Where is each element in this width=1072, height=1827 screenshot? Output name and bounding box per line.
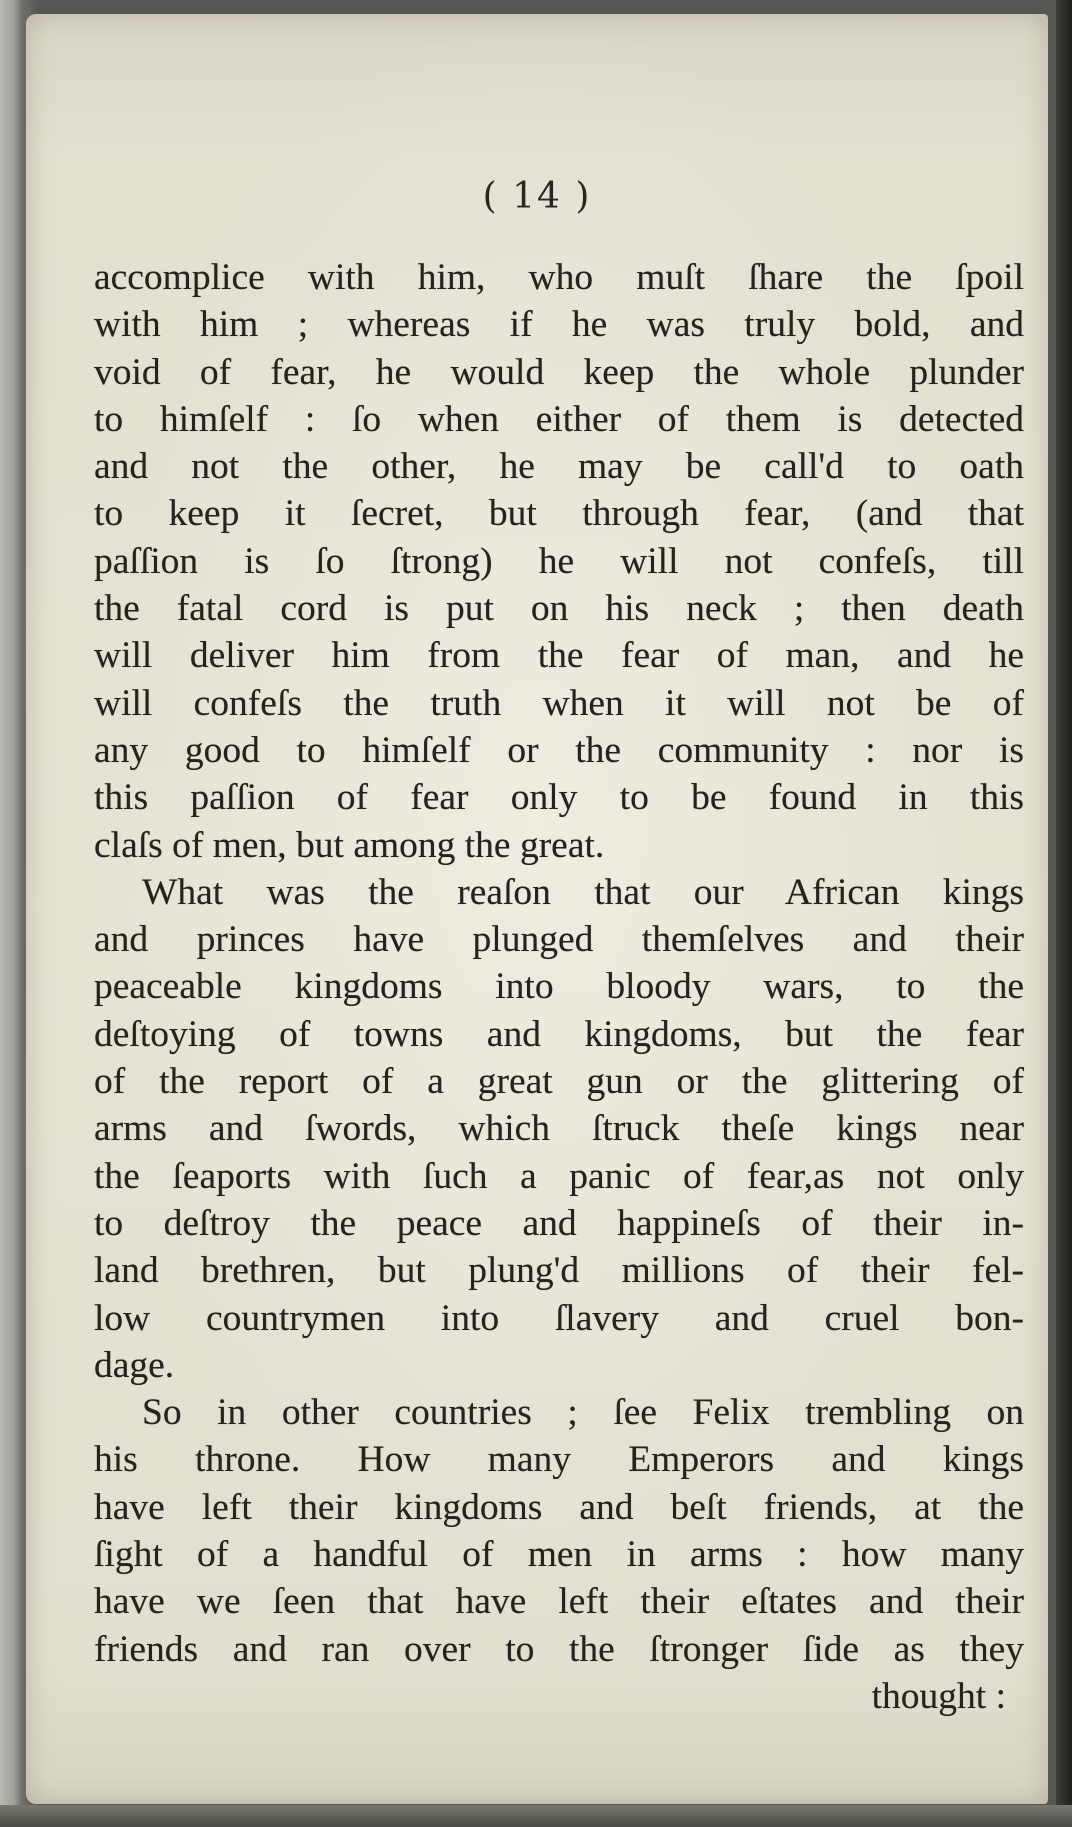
text-line: land brethren, but plung'd millions of their fel- bbox=[94, 1250, 1024, 1292]
text-line: to keep it ſecret, but through fear, (and that bbox=[94, 493, 1024, 535]
text-line: the fatal cord is put on his neck ; then death bbox=[94, 588, 1024, 630]
paper-leaf bbox=[26, 14, 1048, 1804]
text-line: ſight of a handful of men in arms : how many bbox=[94, 1534, 1024, 1576]
text-line: deſtoying of towns and kingdoms, but the fear bbox=[94, 1013, 1024, 1055]
text-line: peaceable kingdoms into bloody wars, to the bbox=[94, 966, 1024, 1008]
text-line: arms and ſwords, which ſtruck theſe kings near bbox=[94, 1108, 1024, 1150]
text-line: and princes have plunged themſelves and their bbox=[94, 919, 1024, 961]
text-line: low countrymen into ſlavery and cruel bon- bbox=[94, 1297, 1024, 1339]
body-text bbox=[94, 254, 1024, 1720]
text-line: have we ſeen that have left their eſtates and their bbox=[94, 1581, 1024, 1623]
text-line: paſſion is ſo ſtrong) he will not confeſs, till bbox=[94, 540, 1024, 582]
text-line: the ſeaports with ſuch a panic of fear,as not only bbox=[94, 1155, 1024, 1197]
scan-bottom-edge bbox=[0, 1805, 1072, 1827]
text-line: will deliver him from the fear of man, and he bbox=[94, 635, 1024, 677]
text-line: have left their kingdoms and beſt friends, at the bbox=[94, 1486, 1024, 1528]
catchword: thought : bbox=[871, 1675, 1006, 1717]
page-number: ( 14 ) bbox=[482, 176, 592, 217]
text-line: with him ; whereas if he was truly bold, and bbox=[94, 304, 1024, 346]
text-line: claſs of men, but among the great. bbox=[94, 824, 605, 866]
text-line: and not the other, he may be call'd to oath bbox=[94, 446, 1024, 488]
text-line: this paſſion of fear only to be found in this bbox=[94, 777, 1024, 819]
text-line: void of fear, he would keep the whole plunder bbox=[94, 351, 1024, 393]
paragraph-start-line: So in other countries ; ſee Felix trembling on bbox=[142, 1392, 1024, 1434]
text-line: friends and ran over to the ſtronger ſide as they bbox=[94, 1628, 1024, 1670]
paragraph-start-line: What was the reaſon that our African kings bbox=[142, 871, 1024, 913]
text-line: accomplice with him, who muſt ſhare the ſpoil bbox=[94, 257, 1024, 298]
text-line: his throne. How many Emperors and kings bbox=[94, 1439, 1024, 1481]
text-line: of the report of a great gun or the glittering of bbox=[94, 1061, 1024, 1103]
text-line: to deſtroy the peace and happineſs of their in- bbox=[94, 1202, 1024, 1244]
text-line: dage. bbox=[94, 1344, 175, 1386]
text-line: will confeſs the truth when it will not be of bbox=[94, 682, 1024, 724]
text-line: any good to himſelf or the community : nor is bbox=[94, 729, 1024, 771]
book-spine-shadow bbox=[1056, 0, 1072, 1827]
text-line: to himſelf : ſo when either of them is detected bbox=[94, 398, 1024, 440]
